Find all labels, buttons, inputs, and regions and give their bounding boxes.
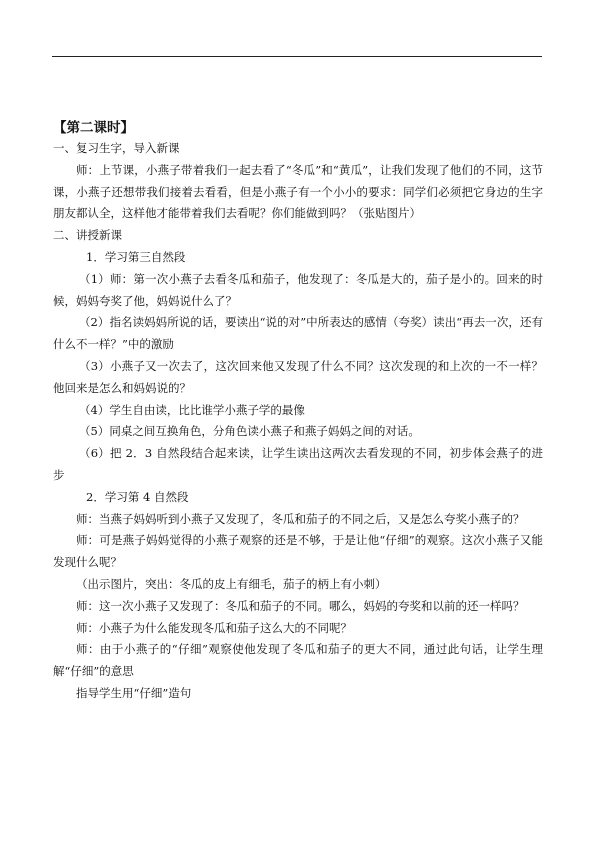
- header-rule: [52, 56, 542, 57]
- paragraph: 师：上节课，小燕子带着我们一起去看了“冬瓜”和“黄瓜”，让我们发现了他们的不同，这节课，小燕子还想带我们接着去看看，但是小燕子有一个小小的要求：同学们必须把它身边的生字朋友都认全，这样他才能带着我们去看呢？你们能做到吗？（张贴图片）: [53, 162, 543, 221]
- paragraph: 师：这一次小燕子又发现了：冬瓜和茄子的不同。哪么，妈妈的夸奖和以前的还一样吗？: [76, 598, 525, 613]
- paragraph: （6）把 2．3 自然段结合起来读，让学生读出这两次去看发现的不同，初步体会燕子的进步: [53, 446, 543, 482]
- paragraph: 师：小燕子为什么能发现冬瓜和茄子这么大的不同呢？: [76, 620, 352, 635]
- subsection-heading-2: 2．学习第 4 自然段: [86, 489, 189, 504]
- subsection-heading-1: 1．学习第三自然段: [86, 249, 186, 264]
- paragraph: （5）同桌之间互换角色，分角色读小燕子和燕子妈妈之间的对话。: [79, 424, 420, 439]
- document-body: [53, 118, 543, 705]
- paragraph: （2）指名读妈妈所说的话，要读出“说的对”中所表达的感情（夸奖）读出“再去一次，还有什么不一样？”中的激励: [53, 315, 543, 352]
- section-heading-2: 二、讲授新课: [53, 228, 122, 243]
- paragraph: （3）小燕子又一次去了，这次回来他又发现了什么不同？这次发现的和上次的一不一样？他回来是怎么和妈妈说的？: [53, 358, 543, 395]
- paragraph: 师：当燕子妈妈听到小燕子又发现了，冬瓜和茄子的不同之后，又是怎么夸奖小燕子的？: [76, 511, 525, 526]
- paragraph: 指导学生用“仔细”造句: [76, 685, 192, 700]
- paragraph: （4）学生自由读，比比谁学小燕子学的最像: [79, 402, 305, 417]
- paragraph: 师：由于小燕子的“仔细”观察使他发现了冬瓜和茄子的更大不同，通过此句话，让学生理解“仔细”的意思: [53, 642, 543, 679]
- lesson-title: 【第二课时】: [53, 120, 134, 136]
- paragraph: （出示图片，突出：冬瓜的皮上有细毛，茄子的柄上有小刺）: [76, 576, 387, 591]
- section-heading-1: 一、复习生字，导入新课: [53, 141, 180, 155]
- paragraph: 师：可是燕子妈妈觉得的小燕子观察的还是不够，于是让他“仔细”的观察。这次小燕子又能发现什么呢？: [53, 533, 543, 570]
- paragraph: （1）师：第一次小燕子去看冬瓜和茄子，他发现了：冬瓜是大的，茄子是小的。回来的时候，妈妈夸奖了他，妈妈说什么了？: [53, 271, 543, 308]
